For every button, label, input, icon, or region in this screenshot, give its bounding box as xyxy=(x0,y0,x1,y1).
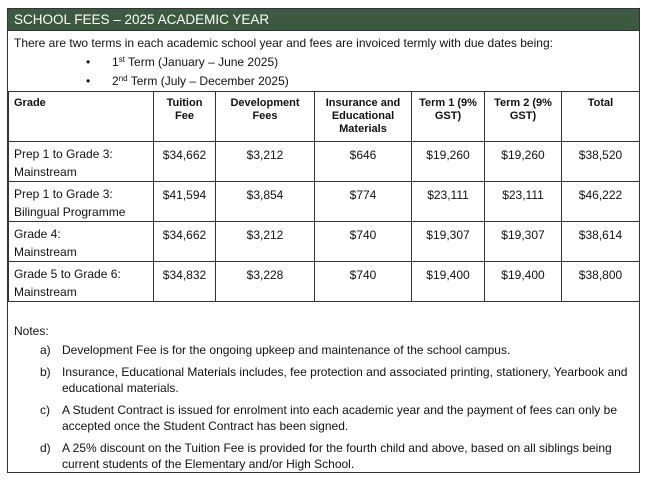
document-title: SCHOOL FEES – 2025 ACADEMIC YEAR xyxy=(8,9,639,31)
tuition-cell: $34,662 xyxy=(154,142,216,182)
note-letter: c) xyxy=(40,403,50,417)
tuition-cell: $34,662 xyxy=(154,222,216,262)
development-cell: $3,212 xyxy=(216,222,315,262)
development-cell: $3,212 xyxy=(216,142,315,182)
term1-cell: $19,400 xyxy=(412,262,485,302)
note-item xyxy=(14,440,632,472)
table-row xyxy=(9,142,640,182)
total-cell: $38,614 xyxy=(562,222,640,262)
note-item xyxy=(14,364,632,396)
header-tuition: Tuition Fee xyxy=(154,92,216,142)
grade-line: Mainstream xyxy=(14,285,77,299)
insurance-cell: $774 xyxy=(315,182,412,222)
term1-cell: $23,111 xyxy=(412,182,485,222)
note-text: Insurance, Educational Materials includes, fee protection and associated printing, stationery, Yearbook and educational materials. xyxy=(62,365,628,395)
term-text: Term (January – June 2025) xyxy=(128,55,279,69)
header-development: Development Fees xyxy=(216,92,315,142)
total-cell: $38,520 xyxy=(562,142,640,182)
grade-line: Prep 1 to Grade 3: xyxy=(14,147,113,161)
term-ordinal-suffix: st xyxy=(118,55,125,64)
insurance-cell: $740 xyxy=(315,262,412,302)
term2-cell: $19,260 xyxy=(485,142,562,182)
note-text: A 25% discount on the Tuition Fee is provided for the fourth child and above, based on all siblings being current students of the Elementary and/or High School. xyxy=(62,441,612,471)
note-text: A Student Contract is issued for enrolment into each academic year and the payment of fees can only be accepted once the Student Contract has been signed. xyxy=(62,403,617,433)
header-term1: Term 1 (9% GST) xyxy=(412,92,485,142)
grade-line: Prep 1 to Grade 3: xyxy=(14,187,113,201)
grade-cell xyxy=(9,262,154,302)
tuition-cell: $34,832 xyxy=(154,262,216,302)
term2-cell: $23,111 xyxy=(485,182,562,222)
term-item-2 xyxy=(86,72,639,91)
term-ordinal: 2 xyxy=(112,74,119,88)
insurance-cell: $646 xyxy=(315,142,412,182)
bullet-icon: • xyxy=(86,74,91,88)
grade-line: Bilingual Programme xyxy=(14,205,126,219)
table-row xyxy=(9,222,640,262)
grade-cell xyxy=(9,182,154,222)
header-total: Total xyxy=(562,92,640,142)
table-row xyxy=(9,262,640,302)
header-term2: Term 2 (9% GST) xyxy=(485,92,562,142)
fees-table xyxy=(8,91,640,302)
grade-cell xyxy=(9,222,154,262)
term-text: Term (July – December 2025) xyxy=(130,74,289,88)
table-row xyxy=(9,182,640,222)
table-header-row xyxy=(9,92,640,142)
development-cell: $3,854 xyxy=(216,182,315,222)
grade-line: Grade 5 to Grade 6: xyxy=(14,267,121,281)
term-item-1 xyxy=(86,53,639,72)
bullet-icon: • xyxy=(86,55,91,69)
total-cell: $46,222 xyxy=(562,182,640,222)
note-letter: d) xyxy=(40,441,51,455)
note-item xyxy=(14,342,632,358)
fees-document xyxy=(7,8,640,473)
grade-line: Grade 4: xyxy=(14,227,61,241)
notes-title: Notes: xyxy=(14,324,49,338)
tuition-cell: $41,594 xyxy=(154,182,216,222)
note-item xyxy=(14,402,632,434)
insurance-cell: $740 xyxy=(315,222,412,262)
note-text: Development Fee is for the ongoing upkeep and maintenance of the school campus. xyxy=(62,343,511,357)
term-list xyxy=(8,53,639,91)
term1-cell: $19,260 xyxy=(412,142,485,182)
note-letter: a) xyxy=(40,343,51,357)
term-ordinal: 1 xyxy=(112,55,119,69)
grade-line: Mainstream xyxy=(14,245,77,259)
grade-line: Mainstream xyxy=(14,165,77,179)
grade-cell xyxy=(9,142,154,182)
notes-section xyxy=(14,323,632,478)
term1-cell: $19,307 xyxy=(412,222,485,262)
intro-text: There are two terms in each academic school year and fees are invoiced termly with due dates being: xyxy=(14,36,553,50)
term2-cell: $19,400 xyxy=(485,262,562,302)
note-letter: b) xyxy=(40,365,51,379)
header-insurance: Insurance and Educational Materials xyxy=(315,92,412,142)
development-cell: $3,228 xyxy=(216,262,315,302)
term2-cell: $19,307 xyxy=(485,222,562,262)
header-grade: Grade xyxy=(9,92,154,142)
total-cell: $38,800 xyxy=(562,262,640,302)
term-ordinal-suffix: nd xyxy=(118,74,128,83)
